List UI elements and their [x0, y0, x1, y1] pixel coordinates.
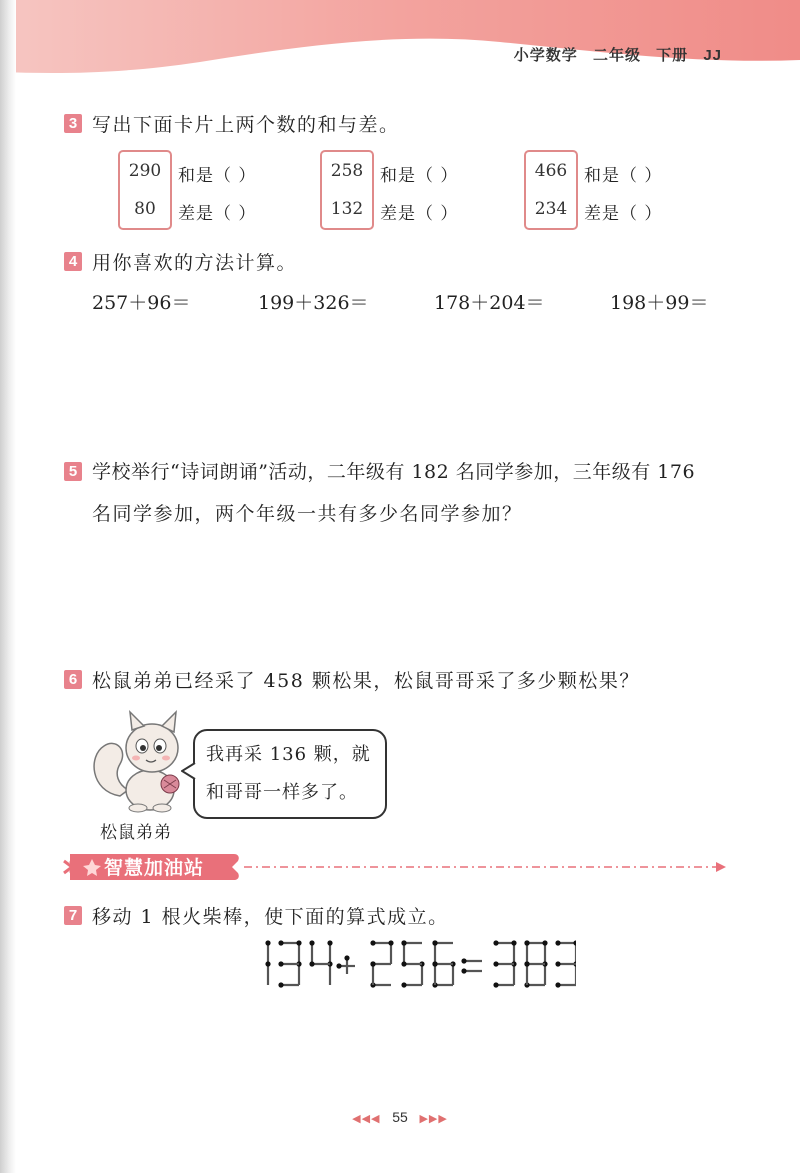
page-footer [0, 1109, 800, 1125]
matchstick-head [432, 940, 437, 945]
question-7-text: 移动 1 根火柴棒，使下面的算式成立。 [92, 906, 449, 928]
matchstick-head [461, 958, 466, 963]
card-1-sum-blank: 和是（ ） [178, 166, 257, 186]
calc-expression-4: 198＋99＝ [610, 292, 709, 314]
matchstick-head [493, 982, 498, 987]
question-number-5: 5 [64, 462, 82, 481]
footer-left-arrows-icon: ◀◀◀ [352, 1113, 381, 1125]
speech-bubble-tail [181, 762, 197, 780]
squirrel-illustration [90, 706, 192, 814]
header-volume: 下册 [656, 47, 689, 64]
matchstick-head [511, 940, 516, 945]
card-2-bottom-number: 132 [330, 199, 364, 219]
matchstick-head [278, 940, 283, 945]
header-grade: 二年级 [592, 47, 641, 64]
calc-expression-2: 199＋326＝ [258, 292, 369, 314]
matchstick-head [461, 968, 466, 973]
card-2-sum-blank: 和是（ ） [380, 166, 459, 186]
matchstick-head [524, 961, 529, 966]
page-header [514, 44, 722, 65]
banner-dashed-arrow [244, 859, 730, 875]
question-4-text: 用你喜欢的方法计算。 [92, 252, 298, 274]
card-1-bottom-number: 80 [134, 199, 156, 219]
card-2-top-number: 258 [330, 161, 364, 181]
card-1-diff-blank: 差是（ ） [178, 204, 257, 224]
header-subject: 小学数学 [513, 47, 578, 64]
matchstick-head [309, 940, 314, 945]
matchstick-head [401, 961, 406, 966]
question-6-text: 松鼠弟弟已经采了 458 颗松果，松鼠哥哥采了多少颗松果？ [92, 670, 640, 692]
binding-shadow [0, 0, 16, 1173]
matchstick-head [555, 940, 560, 945]
matchstick-head [344, 955, 349, 960]
matchstick-head [432, 961, 437, 966]
matchstick-head [555, 982, 560, 987]
matchstick-head [265, 961, 270, 966]
squirrel-caption: 松鼠弟弟 [100, 823, 172, 843]
matchstick-head [265, 940, 270, 945]
matchstick-head [493, 940, 498, 945]
matchstick-head [370, 961, 375, 966]
bubble-line-1: 我再采 136 颗，就 [206, 744, 371, 765]
calc-expression-1: 257＋96＝ [92, 292, 191, 314]
card-3-sum-blank: 和是（ ） [584, 166, 663, 186]
matchstick-head [524, 940, 529, 945]
matchstick-head [370, 940, 375, 945]
card-3-top-number: 466 [534, 161, 568, 181]
header-edition: JJ [703, 47, 722, 64]
card-1-top-number: 290 [128, 161, 162, 181]
bubble-line-2: 和哥哥一样多了。 [206, 782, 358, 803]
card-2-diff-blank: 差是（ ） [380, 204, 459, 224]
matchstick-head [309, 961, 314, 966]
card-3-bottom-number: 234 [534, 199, 568, 219]
matchstick-head [327, 940, 332, 945]
card-3-diff-blank: 差是（ ） [584, 204, 663, 224]
matchstick-head [336, 963, 341, 968]
matchstick-equation [244, 936, 576, 992]
question-5-line-2: 名同学参加，两个年级一共有多少名同学参加？ [92, 503, 523, 525]
matchstick-head [278, 961, 283, 966]
matchstick-head [555, 961, 560, 966]
matchstick-head [296, 940, 301, 945]
calc-expression-3: 178＋204＝ [434, 292, 545, 314]
header-band [0, 0, 800, 80]
tip-banner-label: 智慧加油站 [104, 858, 205, 879]
question-5-line-1: 学校举行“诗词朗诵”活动，二年级有 182 名同学参加，三年级有 176 [92, 461, 696, 483]
question-number-6: 6 [64, 670, 82, 689]
matchstick-head [388, 940, 393, 945]
question-3-text: 写出下面卡片上两个数的和与差。 [92, 114, 400, 136]
question-number-7: 7 [64, 906, 82, 925]
matchstick-head [542, 940, 547, 945]
footer-right-arrows-icon: ▶▶▶ [419, 1113, 448, 1125]
question-number-3: 3 [64, 114, 82, 133]
matchstick-head [573, 940, 576, 945]
matchstick-head [493, 961, 498, 966]
matchstick-head [401, 982, 406, 987]
matchstick-head [401, 940, 406, 945]
matchstick-head [278, 982, 283, 987]
page-number: 55 [392, 1109, 408, 1125]
question-number-4: 4 [64, 252, 82, 271]
